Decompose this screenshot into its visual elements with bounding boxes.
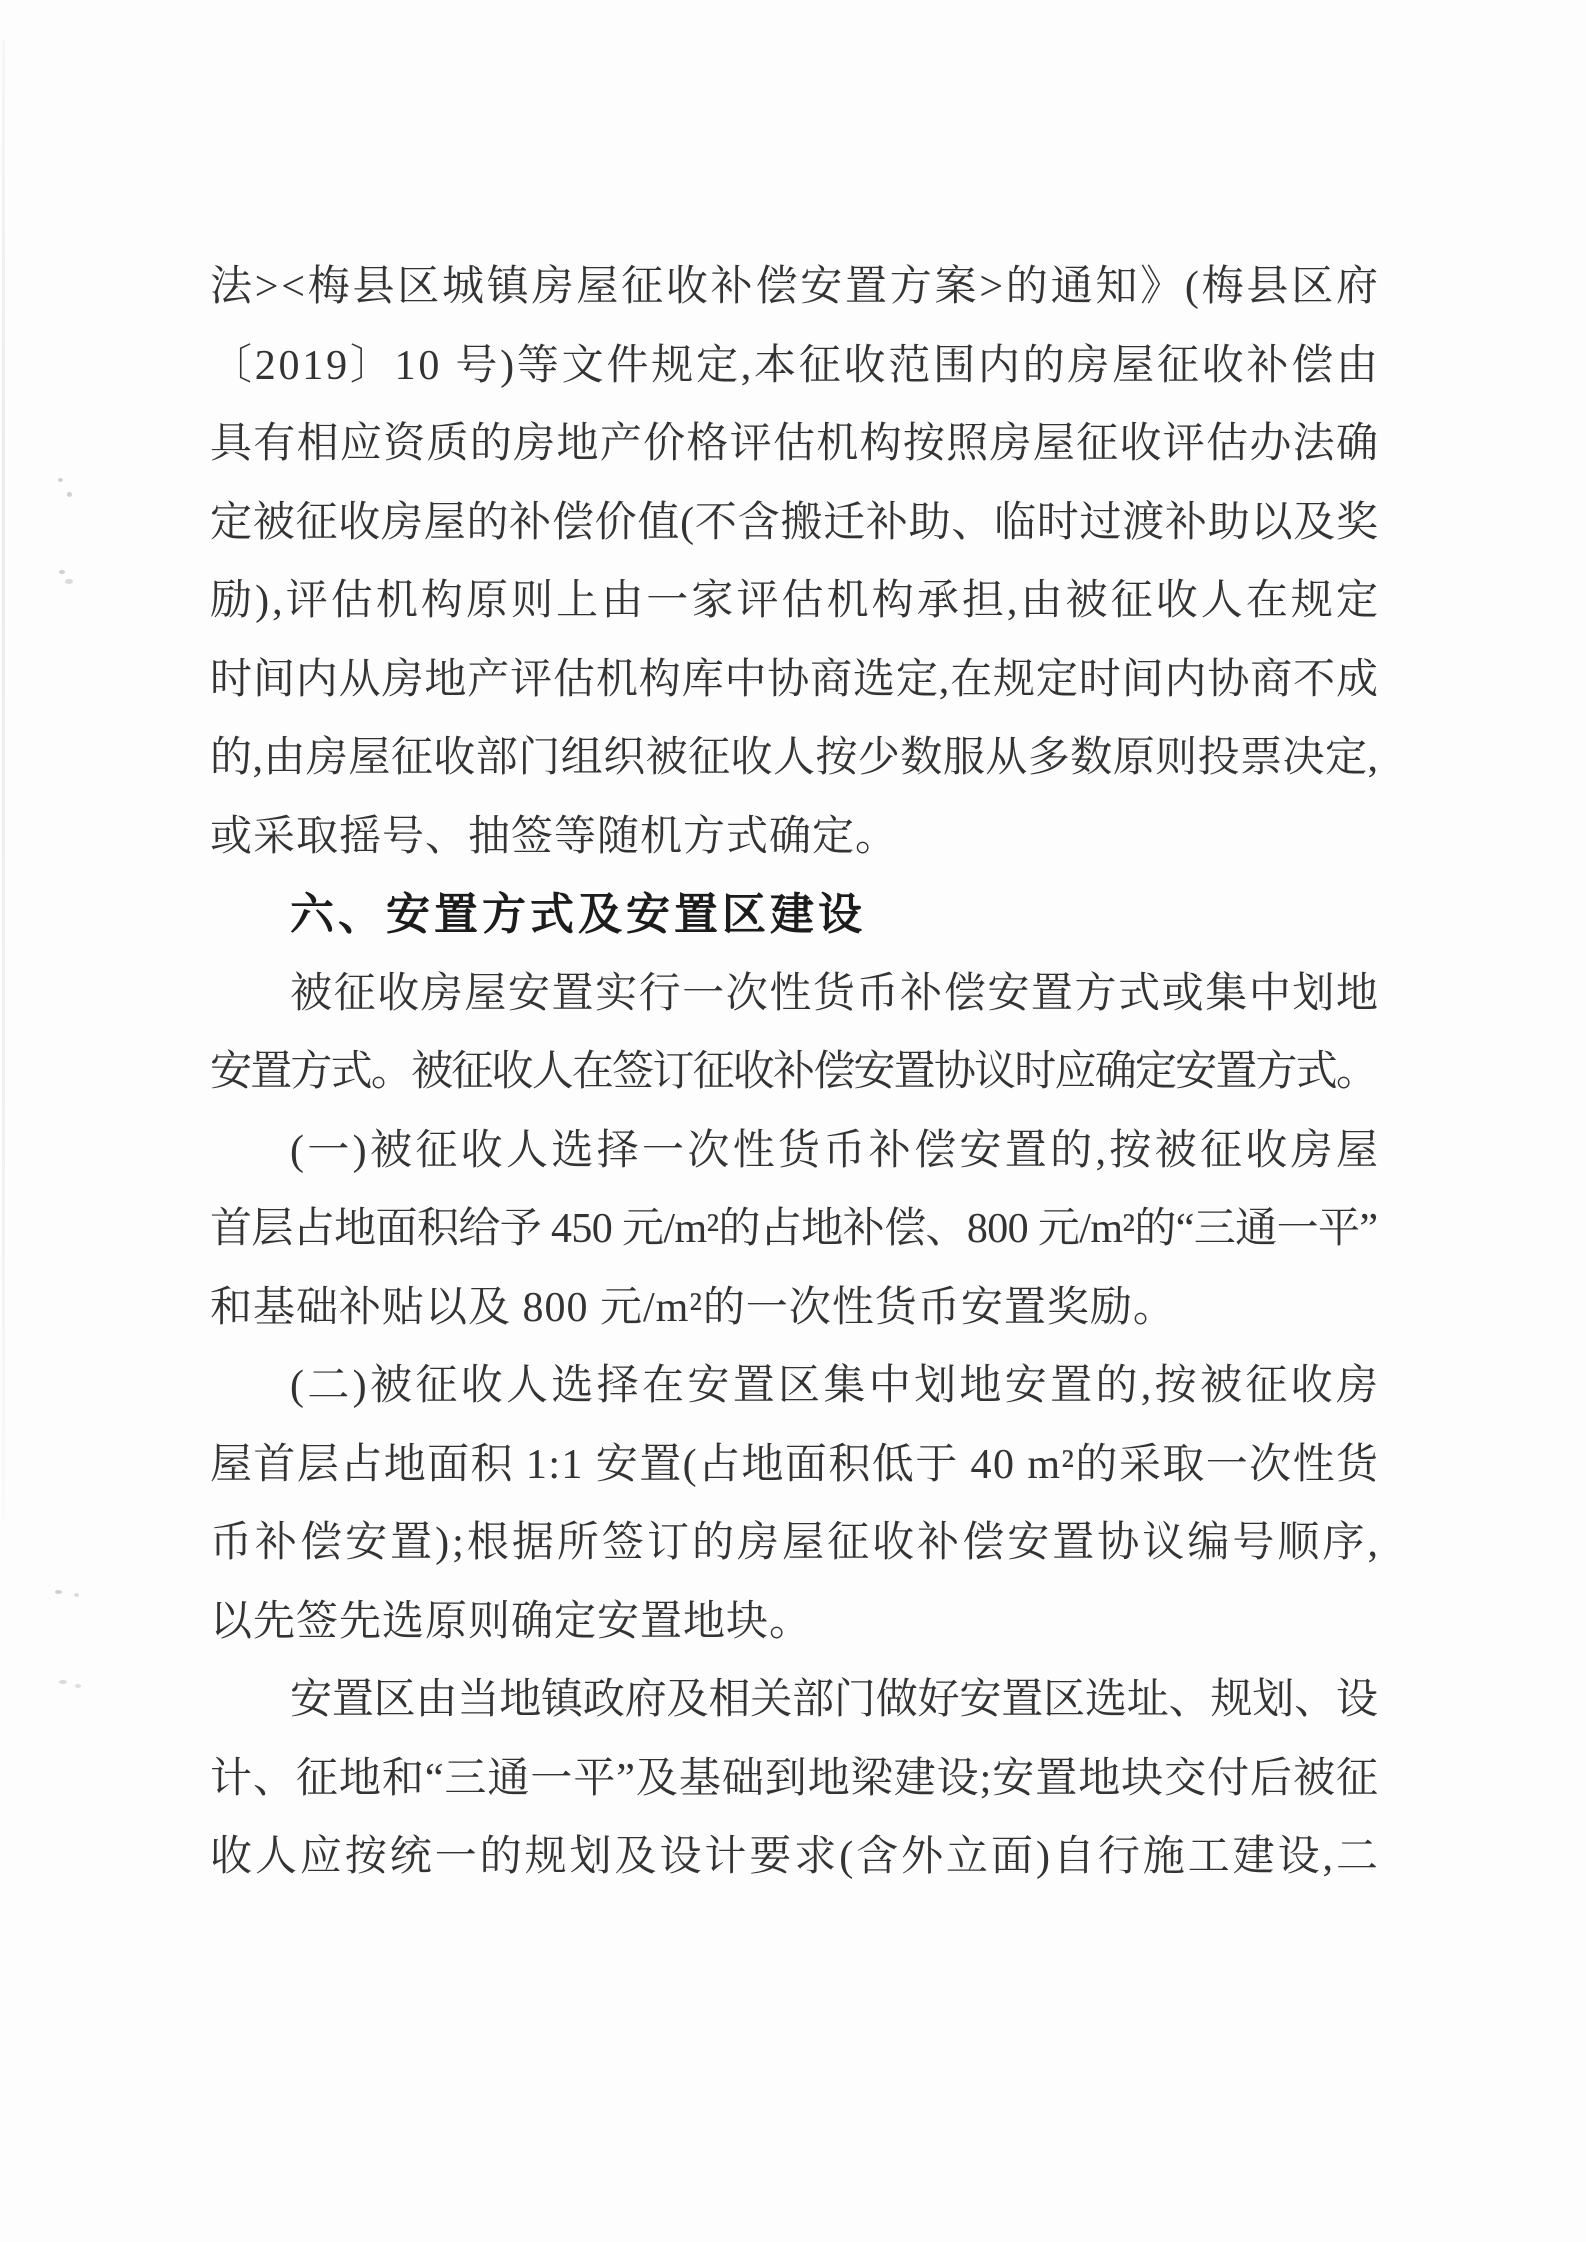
document-text-block	[210, 248, 1382, 1897]
text-line: 被征收房屋安置实行一次性货币补偿安置方式或集中划地	[290, 970, 1380, 1017]
scan-artifact	[55, 1590, 62, 1594]
text-line: 法><梅县区城镇房屋征收补偿安置方案>的通知》(梅县区府	[210, 264, 1381, 310]
text-line: 收人应按统一的规划及设计要求(含外立面)自行施工建设,二	[210, 1834, 1381, 1880]
scan-artifact	[59, 1680, 67, 1684]
scan-artifact	[75, 1684, 81, 1688]
text-line: 计、征地和“三通一平”及基础到地梁建设;安置地块交付后被征	[210, 1755, 1379, 1802]
scan-artifact	[58, 478, 63, 482]
text-line: 时间内从房地产评估机构库中协商选定,在规定时间内协商不成	[210, 656, 1379, 703]
scan-artifact	[59, 570, 65, 574]
text-line: 以先签先选原则确定安置地块。	[210, 1598, 813, 1645]
scan-artifact	[74, 1593, 79, 1597]
text-line: 或采取摇号、抽签等随机方式确定。	[210, 813, 899, 860]
text-line: 币补偿安置);根据所签订的房屋征收补偿安置协议编号顺序,	[210, 1520, 1382, 1566]
text-line: 定被征收房屋的补偿价值(不含搬迁补助、临时过渡补助以及奖	[210, 499, 1379, 546]
text-line: 〔2019〕10 号)等文件规定,本征收范围内的房屋征收补偿由	[210, 342, 1381, 389]
text-line: 安置方式。被征收人在签订征收补偿安置协议时应确定安置方式。	[210, 1049, 1377, 1095]
text-line: 的,由房屋征收部门组织被征收人按少数服从多数原则投票决定,	[210, 735, 1379, 781]
scan-artifact	[65, 579, 73, 584]
text-line: 和基础补贴以及 800 元/m²的一次性货币安置奖励。	[210, 1284, 1176, 1331]
text-line: (一)被征收人选择一次性货币补偿安置的,按被征收房屋	[290, 1127, 1382, 1174]
text-line: 具有相应资质的房地产价格评估机构按照房屋征收评估办法确	[210, 421, 1380, 467]
scan-edge-artifact	[2, 40, 5, 1520]
text-line: 首层占地面积给予 450 元/m²的占地补偿、800 元/m²的“三通一平”	[210, 1206, 1378, 1252]
scan-artifact	[67, 492, 72, 497]
text-line: 安置区由当地镇政府及相关部门做好安置区选址、规划、设	[290, 1677, 1378, 1723]
section-heading: 六、安置方式及安置区建设	[290, 890, 866, 939]
text-line: (二)被征收人选择在安置区集中划地安置的,按被征收房	[290, 1363, 1382, 1409]
text-line: 屋首层占地面积 1:1 安置(占地面积低于 40 m²的采取一次性货	[210, 1441, 1380, 1488]
text-line: 励),评估机构原则上由一家评估机构承担,由被征收人在规定	[210, 578, 1382, 624]
